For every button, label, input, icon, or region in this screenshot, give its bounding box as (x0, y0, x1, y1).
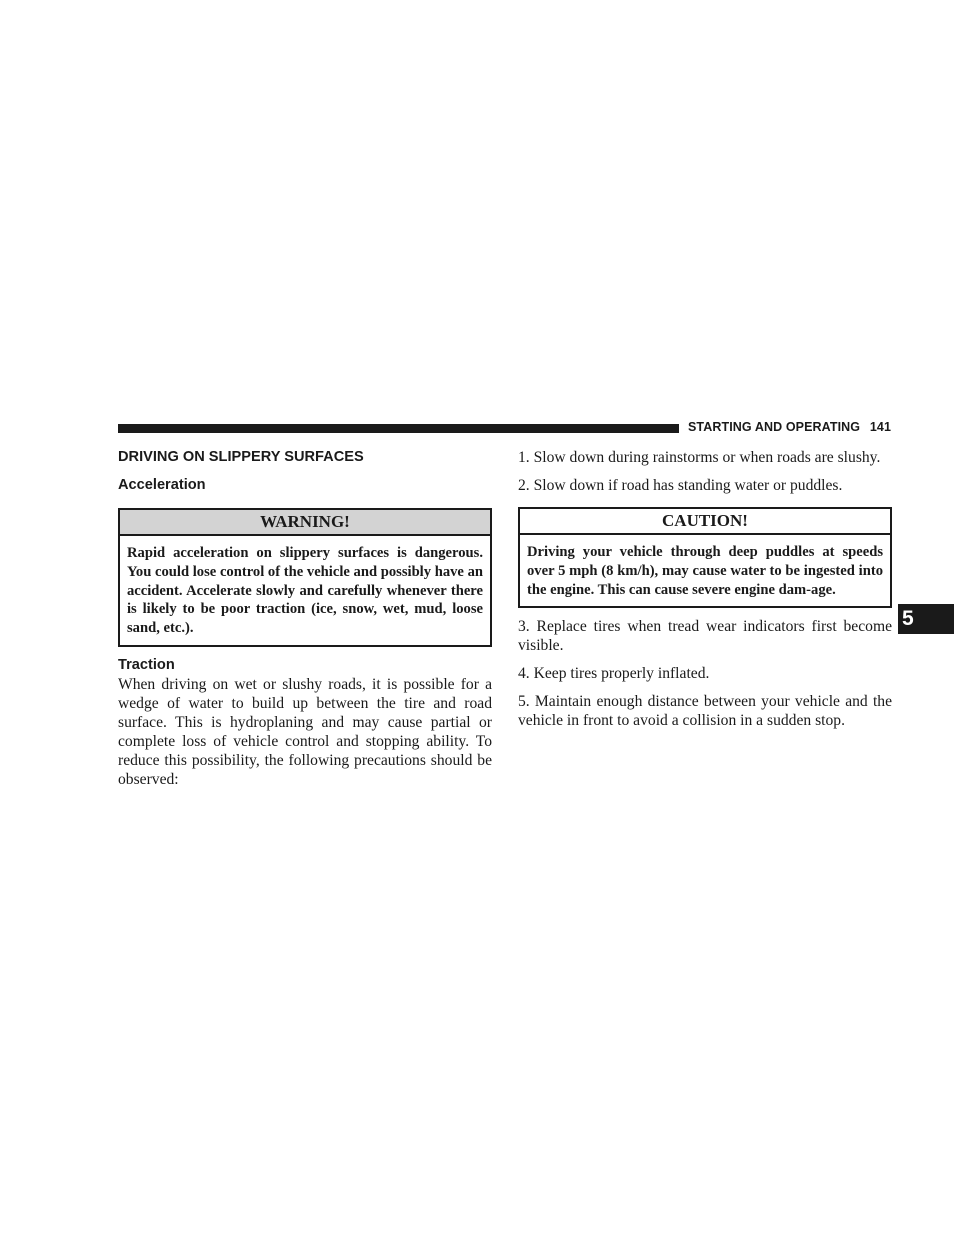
header-rule (118, 424, 679, 433)
running-header (688, 420, 891, 434)
caution-box (518, 507, 892, 608)
warning-text: Rapid acceleration on slippery surfaces is dangerous. You could lose control of the vehicle and possibly have an accident. Accelerate slowly and carefully whenever there is likely to be poor traction (ice, snow, wet, mud, loose sand, etc.). (127, 545, 483, 637)
caution-title: CAUTION! (520, 509, 890, 535)
chapter-tab: 5 (898, 604, 954, 634)
left-column (118, 448, 492, 789)
list-item: 1. Slow down during rainstorms or when roads are slushy. (518, 449, 881, 466)
right-column (518, 448, 892, 730)
header-section-title: STARTING AND OPERATING (688, 420, 861, 434)
list-item: 4. Keep tires properly inflated. (518, 665, 710, 683)
warning-title: WARNING! (120, 510, 490, 536)
list-item: 5. Maintain enough distance between your vehicle and the vehicle in front to avoid a collision in a sudden stop. (518, 693, 892, 730)
list-item: 3. Replace tires when tread wear indicators first become visible. (518, 618, 892, 655)
section-heading: DRIVING ON SLIPPERY SURFACES (118, 449, 364, 465)
subheading-acceleration: Acceleration (118, 477, 206, 493)
subheading-traction: Traction (118, 656, 175, 673)
warning-box (118, 508, 492, 647)
traction-paragraph: When driving on wet or slushy roads, it is possible for a wedge of water to build up between the tire and road surface. This is hydroplaning and may cause partial or complete loss of vehicle control and stopping ability. To reduce this possibility, the following precautions should be observed: (118, 675, 492, 788)
page-number: 141 (869, 420, 891, 434)
list-item: 2. Slow down if road has standing water or puddles. (518, 477, 843, 494)
caution-text: Driving your vehicle through deep puddles at speeds over 5 mph (8 km/h), may cause water to be ingested into the engine. This can cause severe engine dam-age. (527, 544, 883, 598)
